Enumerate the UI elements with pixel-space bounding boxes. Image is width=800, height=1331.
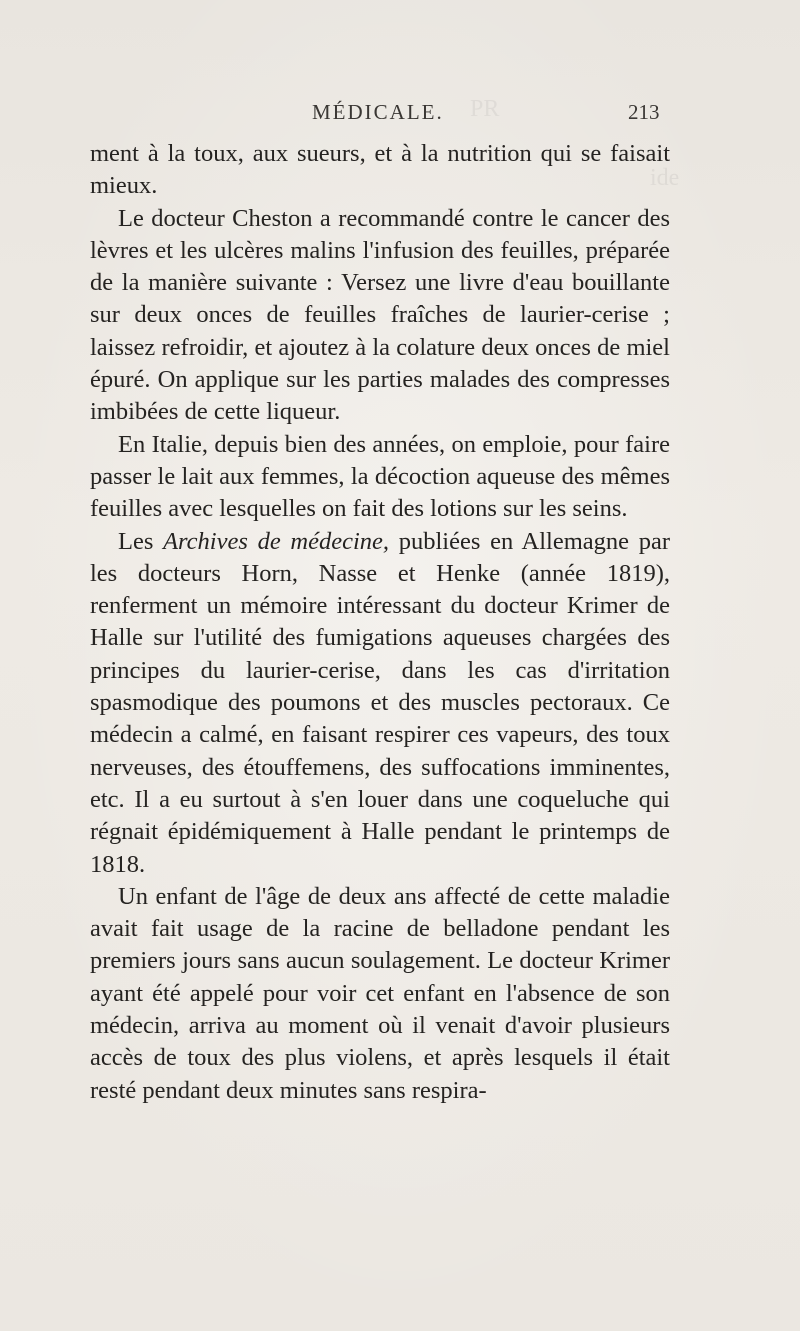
running-head: MÉDICALE. [312,100,444,124]
paragraph-1: ment à la toux, aux sueurs, et à la nutrition qui se faisait mieux. [90,140,670,200]
journal-title: Archives de médecine, [163,527,390,555]
paragraph-4 [90,526,670,881]
paragraph-4-rest: publiées en Allemagne par les docteurs Horn, Nasse et Henke (année 1819), renferment un mémoire intéressant du docteur Krimer de Halle sur l'utilité des fumigations aqueuses chargées des principes du laurier-cerise, dans les cas d'irritation spasmodique des poumons et des muscles pectoraux. Ce médecin a calmé, en faisant respirer ces vapeurs, des toux nerveuses, des étouffemens, des suffocations imminentes, etc. Il a eu surtout à s'en louer dans une coqueluche qui régnait épidémiquement à Halle pendant le printemps de 1818. [90,527,670,878]
show-through-text: ide [650,165,680,191]
page-number: 213 [628,100,660,124]
paragraph-3: En Italie, depuis bien des années, on emploie, pour faire passer le lait aux femmes, la décoction aqueuse des mêmes feuilles avec lesquelles on fait des lotions sur les seins. [90,430,670,523]
paragraph-2: Le docteur Cheston a recommandé contre le cancer des lèvres et les ulcères malins l'infusion des feuilles, préparée de la manière suivante : Versez une livre d'eau bouillante sur deux onces de feuilles fraîches de laurier-cerise ; laissez refroidir, et ajoutez à la colature deux onces de miel épuré. On applique sur les parties malades des compresses imbibées de cette liqueur. [90,204,670,426]
show-through-text: PR [470,96,500,122]
paragraph-5: Un enfant de l'âge de deux ans affecté de cette maladie avait fait usage de la racine de belladone pendant les premiers jours sans aucun soulagement. Le docteur Krimer ayant été appelé pour voir cet enfant en l'absence de son médecin, arriva au moment où il venait d'avoir plusieurs accès de toux des plus violens, et après lesquels il était resté pendant deux minutes sans respira- [90,882,670,1104]
paragraph-4-lead: Les [118,527,164,555]
body-text [90,138,670,1107]
